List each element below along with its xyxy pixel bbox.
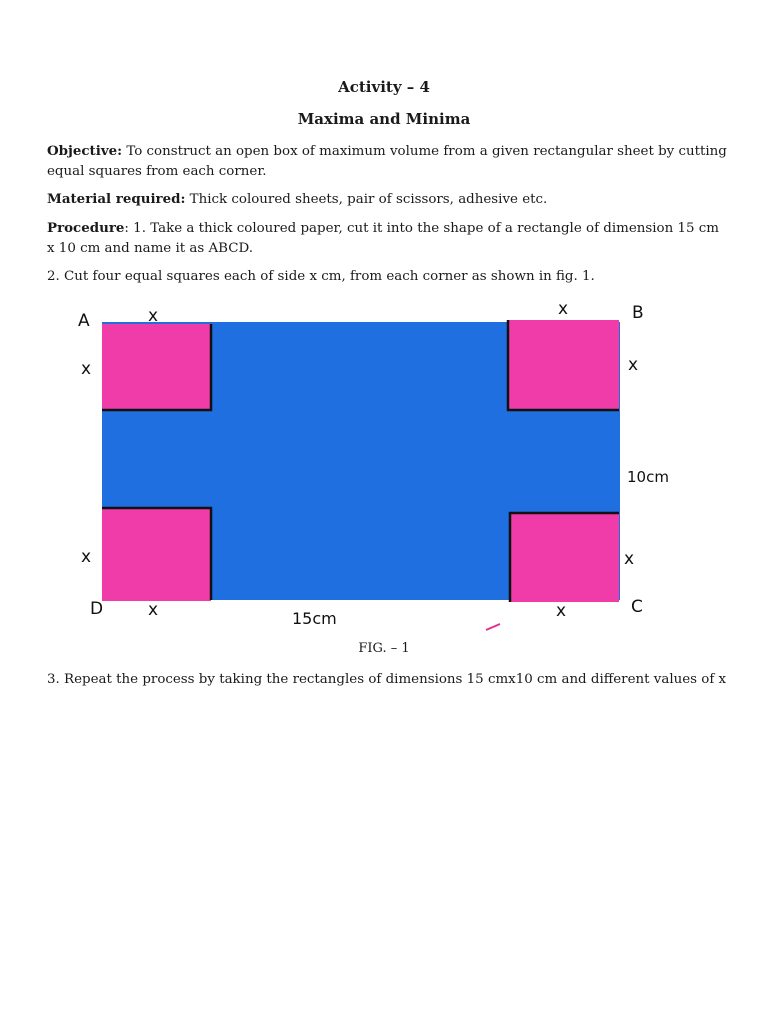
figure-1-diagram [68, 296, 688, 636]
objective-text: To construct an open box of maximum volume from a given rectangular sheet by cutting equal squares from each corner. [47, 144, 727, 179]
corner-square-a [102, 324, 211, 410]
objective-paragraph [47, 141, 727, 182]
pen-mark [486, 624, 500, 630]
x-label-top-left: x [148, 306, 159, 326]
x-label-left-top: x [81, 359, 92, 379]
corner-label-a: A [78, 311, 90, 331]
activity-title: Activity – 4 [338, 78, 430, 96]
x-label-bottom-left: x [148, 600, 159, 620]
figure-caption: FIG. – 1 [358, 641, 410, 656]
x-label-right-bottom: x [624, 549, 635, 569]
material-label: Material required: [47, 191, 186, 207]
x-label-bottom-right: x [556, 601, 567, 621]
topic-title: Maxima and Minima [297, 110, 471, 128]
corner-label-b: B [632, 303, 644, 323]
corner-square-d [102, 508, 211, 601]
procedure-step1-text: : 1. Take a thick coloured paper, cut it into the shape of a rectangle of dimension 15 cm x 10 cm and name it as ABCD. [47, 221, 719, 256]
corner-square-c [510, 513, 619, 602]
procedure-label: Procedure [47, 220, 125, 236]
corner-label-c: C [631, 597, 643, 617]
x-label-left-bottom: x [81, 547, 92, 567]
length-label: 15cm [292, 609, 337, 628]
procedure-step3-paragraph: 3. Repeat the process by taking the rectangles of dimensions 15 cmx10 cm and different values of x [47, 672, 727, 687]
material-paragraph [47, 189, 727, 210]
corner-square-b [508, 320, 619, 410]
x-label-top-right: x [558, 299, 569, 319]
width-label: 10cm [627, 468, 669, 486]
procedure-step2-paragraph: 2. Cut four equal squares each of side x cm, from each corner as shown in fig. 1. [47, 269, 595, 284]
corner-label-d: D [90, 599, 104, 619]
material-text: Thick coloured sheets, pair of scissors, adhesive etc. [185, 192, 548, 207]
procedure-step1-paragraph [47, 218, 727, 259]
x-label-right-top: x [628, 355, 639, 375]
objective-label: Objective: [47, 143, 123, 159]
